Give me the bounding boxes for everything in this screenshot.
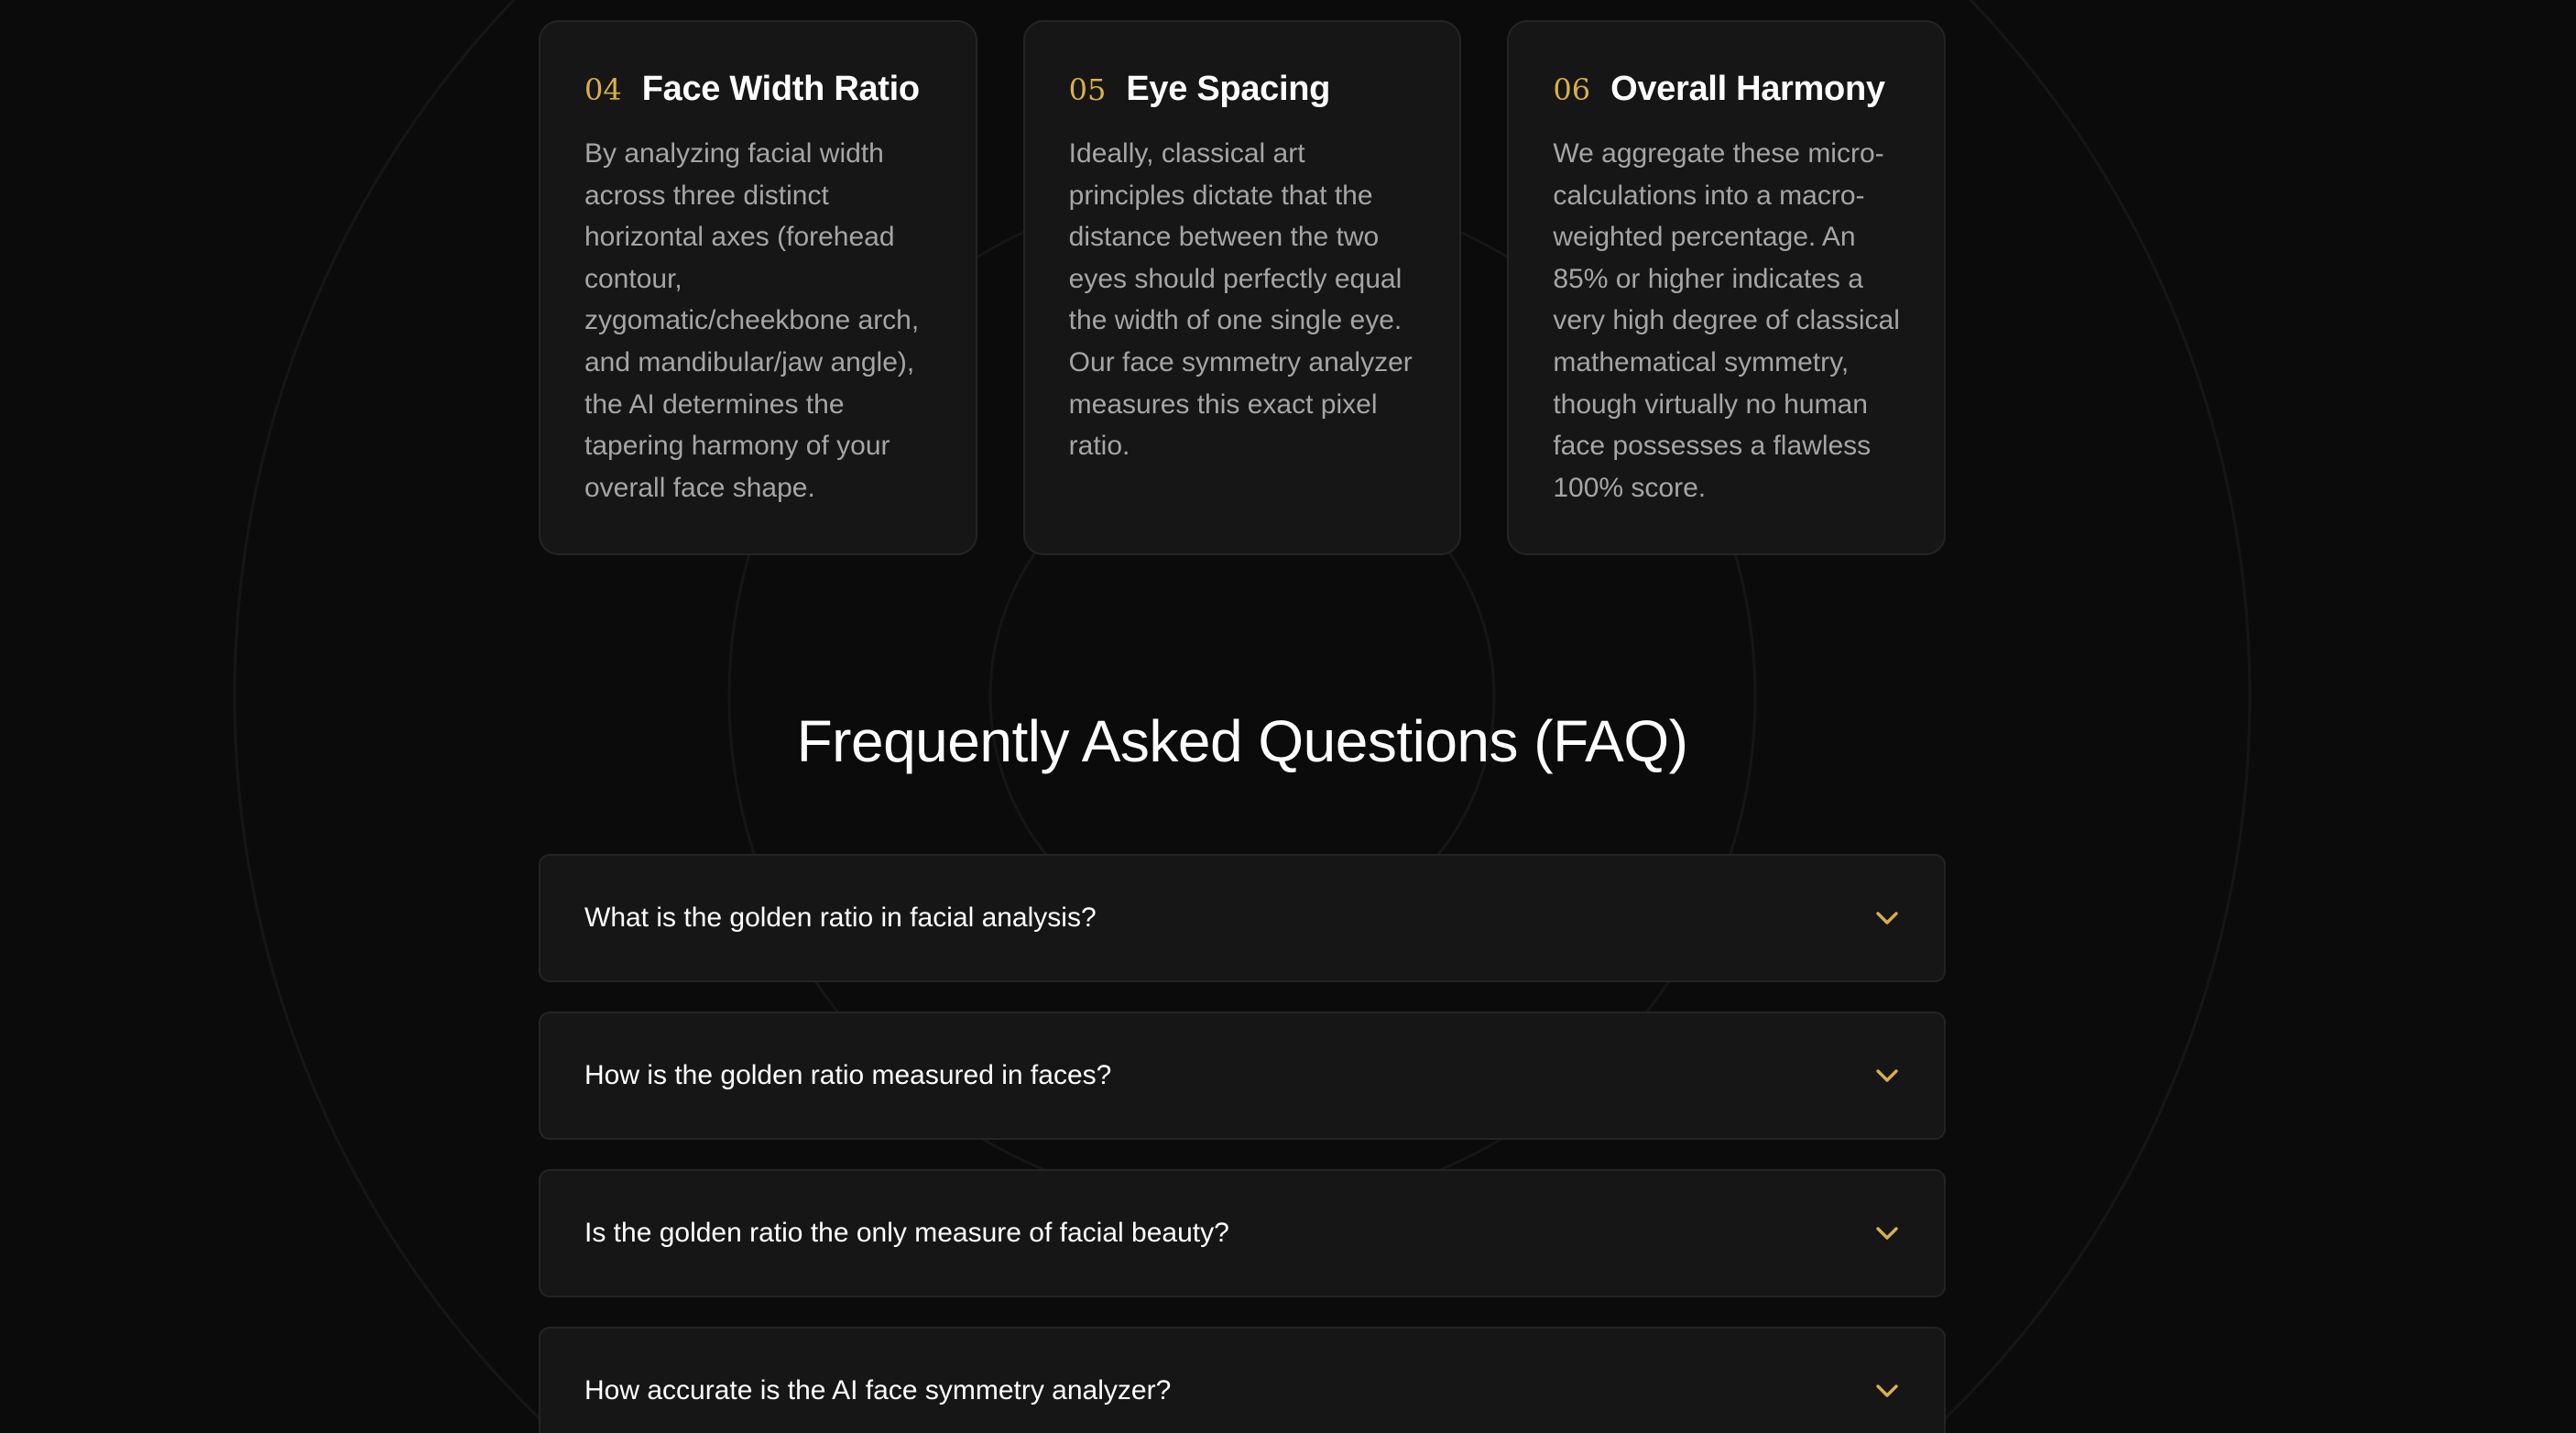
chevron-down-icon[interactable] [1874,1224,1900,1242]
card-header [1069,70,1416,109]
faq-list [539,854,1946,1433]
card-description: We aggregate these micro-calculations into a macro-weighted percentage. An 85% or higher indicates a very high degree of classical mathematical symmetry, though virtually no human face possesses a flawless 100% score. [1553,138,1900,503]
chevron-down-icon[interactable] [1874,1067,1900,1085]
feature-card-overall-harmony [1507,20,1946,555]
faq-heading: Frequently Asked Questions (FAQ) [796,708,1688,774]
feature-card-eye-spacing [1023,20,1462,555]
faq-item[interactable] [539,1012,1946,1140]
card-header [1553,70,1900,109]
card-title: Face Width Ratio [641,70,920,108]
faq-question: What is the golden ratio in facial analysis? [584,902,1097,933]
faq-item[interactable] [539,1169,1946,1297]
faq-question: How accurate is the AI face symmetry analyzer? [584,1375,1172,1406]
chevron-down-icon[interactable] [1874,909,1900,927]
card-number: 05 [1068,72,1107,107]
card-description: Ideally, classical art principles dictate that the distance between the two eyes should perfectly equal the width of one single eye. Our face symmetry analyzer measures this exact pixel ratio. [1068,138,1413,462]
card-number: 04 [584,72,622,107]
feature-card-face-width-ratio [539,20,977,555]
chevron-down-icon[interactable] [1874,1382,1900,1400]
card-title: Eye Spacing [1126,70,1331,108]
faq-item[interactable] [539,854,1946,982]
faq-question: Is the golden ratio the only measure of facial beauty? [584,1218,1229,1248]
card-number: 06 [1553,72,1591,107]
card-description: By analyzing facial width across three distinct horizontal axes (forehead contour, zygomatic/cheekbone arch, and mandibular/jaw angle), the AI determines the tapering harmony of your overall face shape. [584,138,920,503]
feature-cards [539,20,1946,555]
card-title: Overall Harmony [1610,70,1885,108]
faq-question: How is the golden ratio measured in faces? [584,1060,1112,1090]
card-header [584,70,932,109]
faq-item[interactable] [539,1327,1946,1433]
